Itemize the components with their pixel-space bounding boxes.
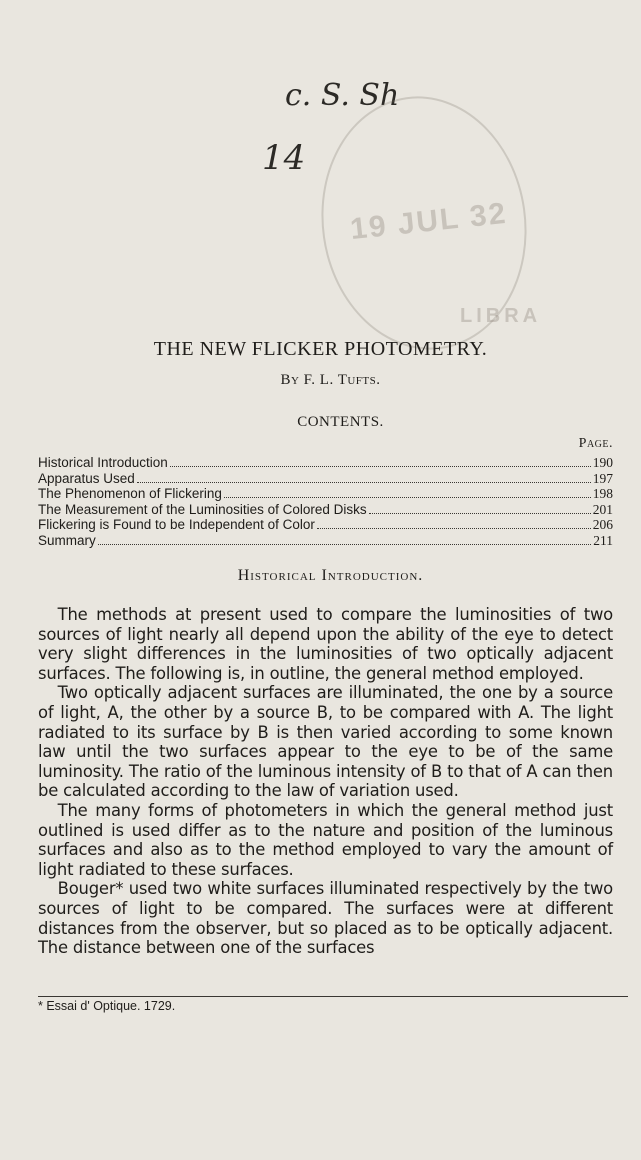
toc-entry-page: 211 bbox=[593, 532, 613, 548]
toc-entry-page: 197 bbox=[592, 470, 613, 486]
toc-entry-title: Flickering is Found to be Independent of Color bbox=[38, 517, 315, 533]
stamp-library: LIBRA bbox=[460, 305, 542, 327]
article-title: THE NEW FLICKER PHOTOMETRY. bbox=[153, 338, 488, 360]
toc-entry-page: 198 bbox=[592, 486, 613, 502]
body-paragraph: Bouger* used two white surfaces illuminated respectively by the two sources of light to be compared. The surfaces were at different distances from the observer, but so placed as to be optically adjacent. The distance between one of the surfaces bbox=[38, 879, 613, 958]
toc-entry-title: The Phenomenon of Flickering bbox=[38, 486, 222, 502]
contents-page-label: Page. bbox=[578, 436, 613, 451]
toc-entry-page: 201 bbox=[592, 501, 613, 517]
toc-entry bbox=[38, 455, 613, 471]
toc-entry bbox=[38, 486, 613, 502]
toc-entry-title: Summary bbox=[38, 532, 96, 548]
toc-leader-dots bbox=[317, 518, 591, 529]
body-paragraph: The methods at present used to compare the luminosities of two sources of light nearly all depend upon the ability of the eye to detect very slight differences in the luminosities of two optically adjacent surfaces. The following is, in outline, the general method employed. bbox=[38, 605, 613, 683]
body-paragraph: The many forms of photometers in which the general method just outlined is used differ as to the nature and position of the luminous surfaces and also as to the method employed to vary the amount of light radiated to these surfaces. bbox=[38, 800, 613, 879]
toc-entry-page: 206 bbox=[592, 517, 613, 533]
contents-heading: CONTENTS. bbox=[297, 414, 384, 430]
section-heading: Historical Introduction. bbox=[237, 567, 424, 584]
handwritten-number: 14 bbox=[262, 138, 306, 178]
toc-entry-title: Historical Introduction bbox=[38, 455, 168, 470]
toc-entry-page: 190 bbox=[592, 455, 613, 470]
toc-entry bbox=[38, 502, 613, 518]
toc-entry-title: The Measurement of the Luminosities of Colored Disks bbox=[38, 501, 367, 517]
toc-leader-dots bbox=[369, 503, 591, 514]
table-of-contents bbox=[38, 455, 613, 549]
handwritten-scrawl: c. S. Sh bbox=[285, 78, 400, 113]
toc-entry bbox=[38, 471, 613, 487]
toc-leader-dots bbox=[137, 472, 591, 483]
footnote-divider bbox=[38, 996, 628, 997]
body-text bbox=[38, 605, 613, 958]
toc-leader-dots bbox=[98, 534, 591, 545]
toc-entry-title: Apparatus Used bbox=[38, 470, 135, 486]
toc-entry bbox=[38, 517, 613, 533]
stamp-date: 19 JUL 32 bbox=[348, 196, 509, 247]
body-paragraph: Two optically adjacent surfaces are illuminated, the one by a source of light, A, the other by a source B, to be compared with A. The light radiated to its surface by B is then varied according to some known law until the two surfaces appear to the eye to be of the same luminosity. The ratio of the luminous intensity of B to that of A can then be calculated according to the law of variation used. bbox=[38, 683, 613, 801]
toc-leader-dots bbox=[224, 487, 591, 498]
toc-leader-dots bbox=[170, 456, 591, 467]
toc-entry bbox=[38, 533, 613, 549]
footnote: * Essai d' Optique. 1729. bbox=[38, 999, 176, 1013]
article-author: By F. L. Tufts. bbox=[280, 372, 381, 388]
